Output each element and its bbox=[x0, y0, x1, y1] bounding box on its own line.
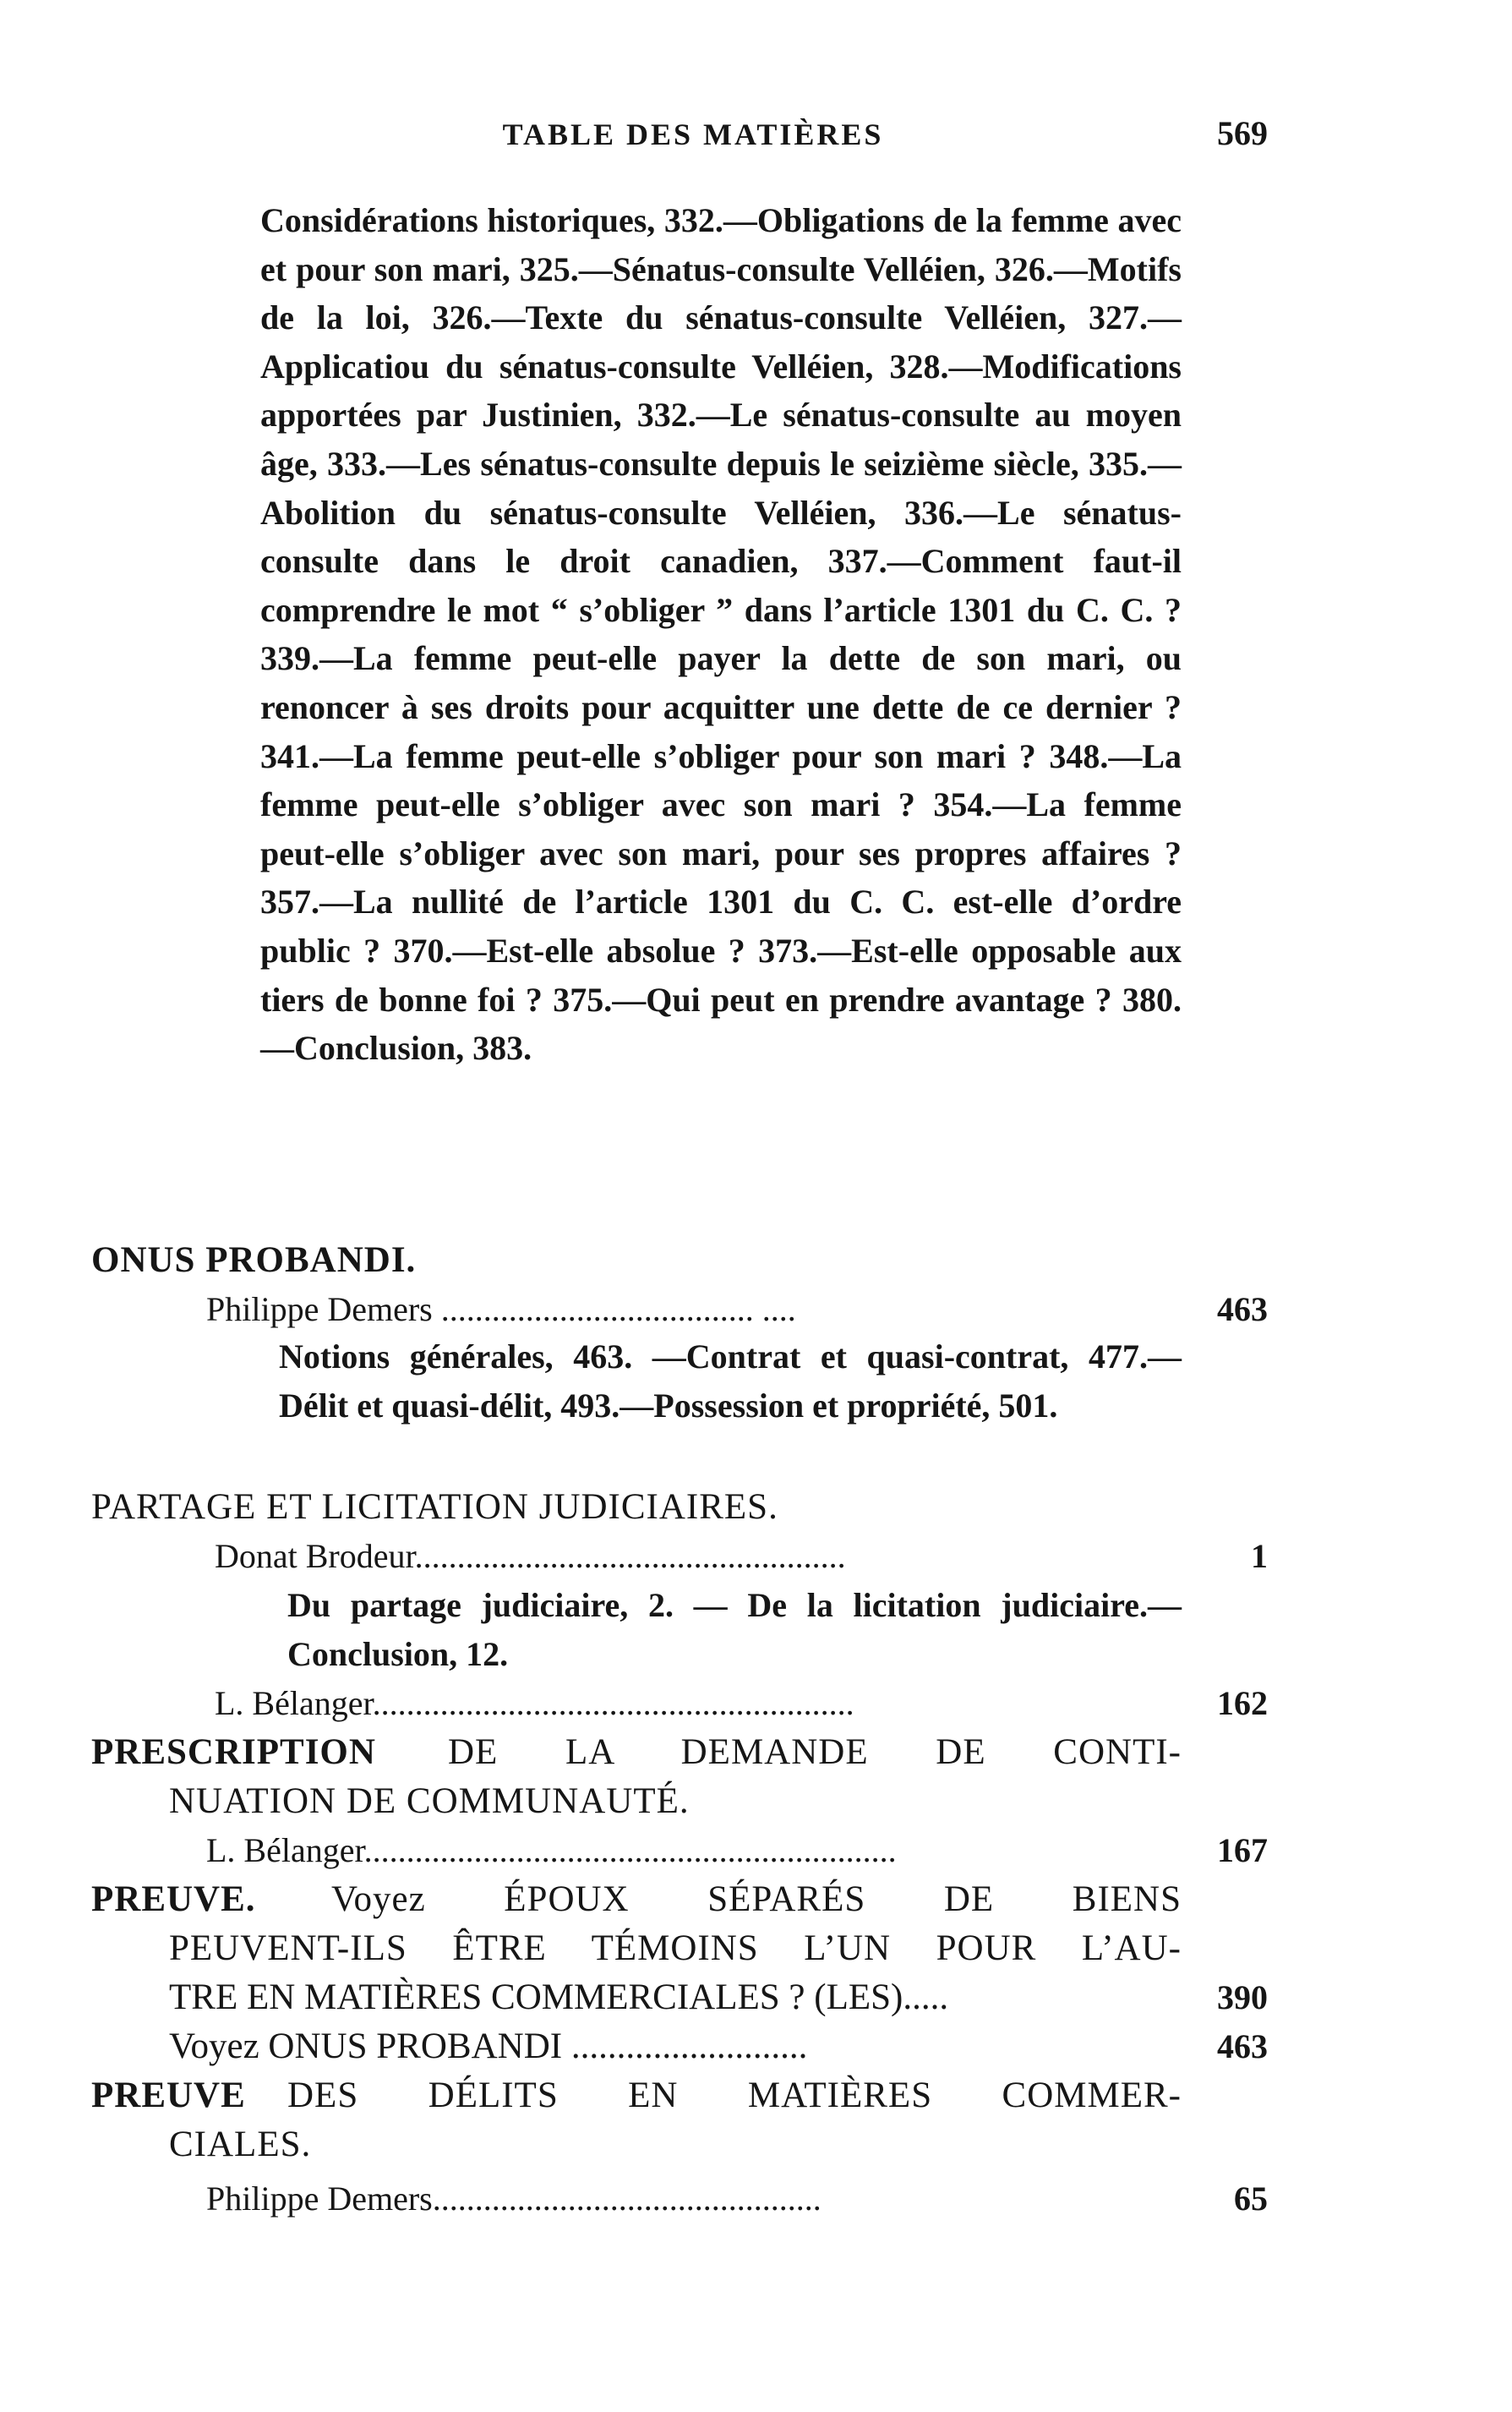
heading-text: PARTAGE ET LICITATION JUDICIAIRES. bbox=[91, 1487, 778, 1527]
entry-heading-onus-probandi bbox=[91, 1236, 416, 1285]
entry-heading-partage bbox=[91, 1483, 778, 1532]
xref-with-leader: Voyez ONUS PROBANDI .......................... bbox=[169, 2026, 808, 2066]
heading-continuation-line2: CIALES. bbox=[169, 2125, 312, 2164]
page-ref: 65 bbox=[1234, 2180, 1268, 2218]
page-ref: 463 bbox=[1217, 2027, 1268, 2065]
author-name: Donat Brodeur bbox=[215, 1537, 415, 1575]
running-head: TABLE DES MATIÈRES bbox=[502, 118, 884, 151]
xref-text: Voyez ONUS PROBANDI bbox=[169, 2026, 563, 2066]
entry-description: Notions générales, 463. —Contrat et quasi-contrat, 477.—Délit et quasi-délit, 493.—Possession et propriété, 501. bbox=[279, 1337, 1182, 1425]
heading-lead-word: PREUVE. bbox=[91, 1879, 256, 1919]
page-ref: 463 bbox=[1217, 1290, 1268, 1328]
entry-author-row bbox=[0, 1679, 1268, 1728]
author-name: L. Bélanger bbox=[206, 1831, 364, 1869]
page-ref: 390 bbox=[1217, 1978, 1268, 2016]
heading-continuation-line1: DE LA DEMANDE DE CONTI- bbox=[448, 1732, 1182, 1772]
page-ref: 167 bbox=[1217, 1831, 1268, 1869]
entry-author-row bbox=[0, 2174, 1268, 2223]
page-ref: 162 bbox=[1217, 1684, 1268, 1722]
author-name: Philippe Demers bbox=[206, 1290, 433, 1328]
author-with-leader: Donat Brodeur................................................... bbox=[215, 1537, 846, 1575]
entry-heading-preuve bbox=[91, 1875, 256, 1924]
entry-author-row bbox=[0, 1826, 1268, 1875]
xref-row-1[interactable] bbox=[0, 1973, 1268, 2022]
xref-line3: TRE EN MATIÈRES COMMERCIALES ? (LES)..... bbox=[169, 1977, 949, 2017]
xref-line2[interactable]: PEUVENT-ILS ÊTRE TÉMOINS L’UN POUR L’AU- bbox=[169, 1928, 1182, 1968]
entry-author-row bbox=[0, 1532, 1268, 1581]
heading-continuation-line2: NUATION DE COMMUNAUTÉ. bbox=[169, 1781, 690, 1821]
author-with-leader: Philippe Demers ..................................... .... bbox=[206, 1290, 796, 1328]
author-name: L. Bélanger bbox=[215, 1684, 373, 1722]
entry-description: Du partage judiciaire, 2. — De la licitation judiciaire.—Conclusion, 12. bbox=[287, 1586, 1182, 1673]
author-with-leader: Philippe Demers.............................................. bbox=[206, 2180, 822, 2218]
page-number: 569 bbox=[1217, 114, 1268, 152]
author-with-leader: L. Bélanger............................................................... bbox=[206, 1831, 897, 1869]
entry-author-row bbox=[0, 1285, 1268, 1334]
heading-lead-word: PRESCRIPTION bbox=[91, 1732, 376, 1772]
entry-heading-preuve-delits bbox=[91, 2071, 246, 2120]
xref-row-2[interactable] bbox=[0, 2022, 1268, 2071]
continued-description: Considérations historiques, 332.—Obligations de la femme avec et pour son mari, 325.—Sénatus-consulte Velléien, 326.—Motifs de la loi, 326.—Texte du sénatus-consulte Velléien, 327.—Applicatiou du sénatus-consulte Velléien, 328.—Modifications apportées par Justinien, 332.—Le sénatus-consulte au moyen âge, 333.—Les sénatus-consulte depuis le seizième siècle, 335.—Abolition du sénatus-consulte Velléien, 336.—Le sénatus-consulte dans le droit canadien, 337.—Comment faut-il comprendre le mot “ s’obliger ” dans l’article 1301 du C. C. ? 339.—La femme peut-elle payer la dette de son mari, ou renoncer à ses droits pour acquitter une dette de ce dernier ? 341.—La femme peut-elle s’obliger pour son mari ? 348.—La femme peut-elle s’obliger avec son mari ? 354.—La femme peut-elle s’obliger avec son mari, pour ses propres affaires ? 357.—La nullité de l’article 1301 du C. C. est-elle d’ordre public ? 370.—Est-elle absolue ? 373.—Est-elle opposable aux tiers de bonne foi ? 375.—Qui peut en prendre avantage ? 380.—Conclusion, 383. bbox=[260, 201, 1182, 1068]
xref-line1[interactable]: Voyez ÉPOUX SÉPARÉS DE BIENS bbox=[331, 1879, 1182, 1919]
heading-text: ONUS PROBANDI. bbox=[91, 1240, 417, 1280]
author-with-leader: L. Bélanger......................................................... bbox=[215, 1684, 854, 1722]
author-name: Philippe Demers bbox=[206, 2180, 433, 2218]
heading-continuation-line1: DES DÉLITS EN MATIÈRES COMMER- bbox=[287, 2076, 1182, 2115]
page-ref: 1 bbox=[1251, 1537, 1268, 1575]
heading-lead-word: PREUVE bbox=[91, 2076, 246, 2115]
